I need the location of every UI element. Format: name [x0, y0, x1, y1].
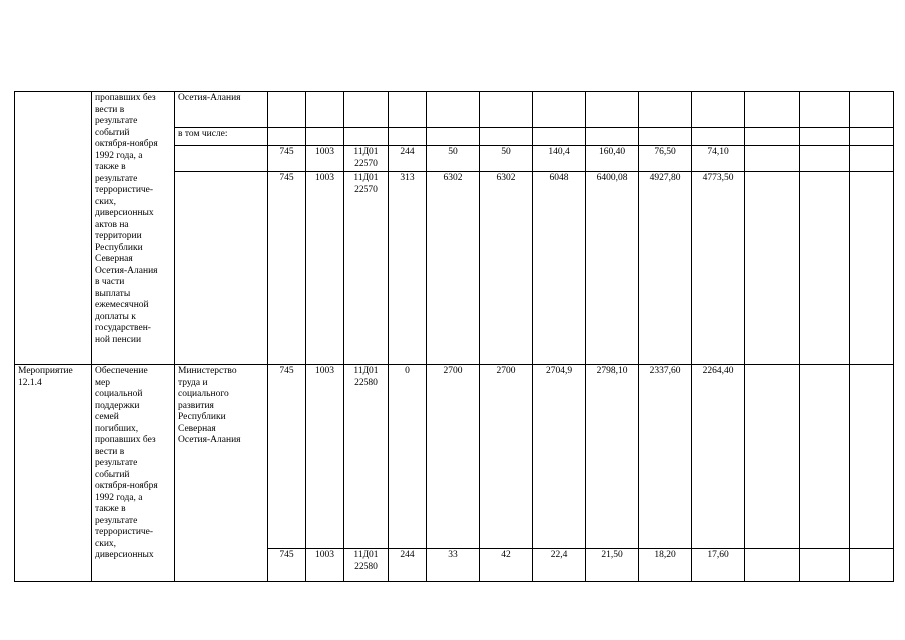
vr-cell: 0: [389, 365, 427, 549]
value-cell: 6302: [427, 172, 480, 365]
table-row: [15, 365, 894, 549]
value-cell: 4927,80: [639, 172, 692, 365]
budget-table: [14, 91, 894, 582]
executor-cell: Осетия-Алания: [175, 92, 268, 128]
value-cell: 42: [480, 549, 533, 582]
value-cell: 17,60: [692, 549, 745, 582]
value-cell: 2798,10: [586, 365, 639, 549]
value-cell: 6400,08: [586, 172, 639, 365]
table-row: [15, 92, 894, 128]
value-cell: 2264,40: [692, 365, 745, 549]
vr-cell: 313: [389, 172, 427, 365]
value-cell: 4773,50: [692, 172, 745, 365]
value-cell: 22,4: [533, 549, 586, 582]
value-cell: 6302: [480, 172, 533, 365]
value-cell: 160,40: [586, 146, 639, 172]
grbs-cell: 745: [268, 365, 306, 549]
rz-cell: 1003: [306, 549, 344, 582]
grbs-cell: 745: [268, 146, 306, 172]
csr-cell: 11Д01 22570: [344, 172, 389, 365]
including-label: в том числе:: [175, 128, 268, 146]
value-cell: 140,4: [533, 146, 586, 172]
value-cell: 76,50: [639, 146, 692, 172]
value-cell: 50: [427, 146, 480, 172]
value-cell: 21,50: [586, 549, 639, 582]
value-cell: 33: [427, 549, 480, 582]
vr-cell: 244: [389, 146, 427, 172]
executor-cell: Министерство труда и социального развития Республики Северная Осетия-Алания: [175, 365, 268, 582]
rz-cell: 1003: [306, 172, 344, 365]
measure-cell: Мероприятие 12.1.4: [15, 365, 92, 582]
rz-cell: 1003: [306, 146, 344, 172]
value-cell: 2337,60: [639, 365, 692, 549]
value-cell: 50: [480, 146, 533, 172]
vr-cell: 244: [389, 549, 427, 582]
measure-cell: [15, 92, 92, 365]
csr-cell: 11Д01 22570: [344, 146, 389, 172]
rz-cell: 1003: [306, 365, 344, 549]
csr-cell: 11Д01 22580: [344, 549, 389, 582]
value-cell: 18,20: [639, 549, 692, 582]
value-cell: 2704,9: [533, 365, 586, 549]
grbs-cell: 745: [268, 549, 306, 582]
description-cell: пропавших без вести в результате событий октября-ноября 1992 года, а также в результате террористиче- ских, диверсионных актов на территории Республики Северная Осетия-Алания в части выплаты ежемесячной доплаты к государствен- ной пенсии: [92, 92, 175, 365]
grbs-cell: 745: [268, 172, 306, 365]
csr-cell: 11Д01 22580: [344, 365, 389, 549]
value-cell: 2700: [427, 365, 480, 549]
value-cell: 2700: [480, 365, 533, 549]
value-cell: 74,10: [692, 146, 745, 172]
value-cell: 6048: [533, 172, 586, 365]
description-cell: Обеспечение мер социальной поддержки семей погибших, пропавших без вести в результате событий октября-ноября 1992 года, а также в результате террористиче- ских, диверсионных: [92, 365, 175, 582]
